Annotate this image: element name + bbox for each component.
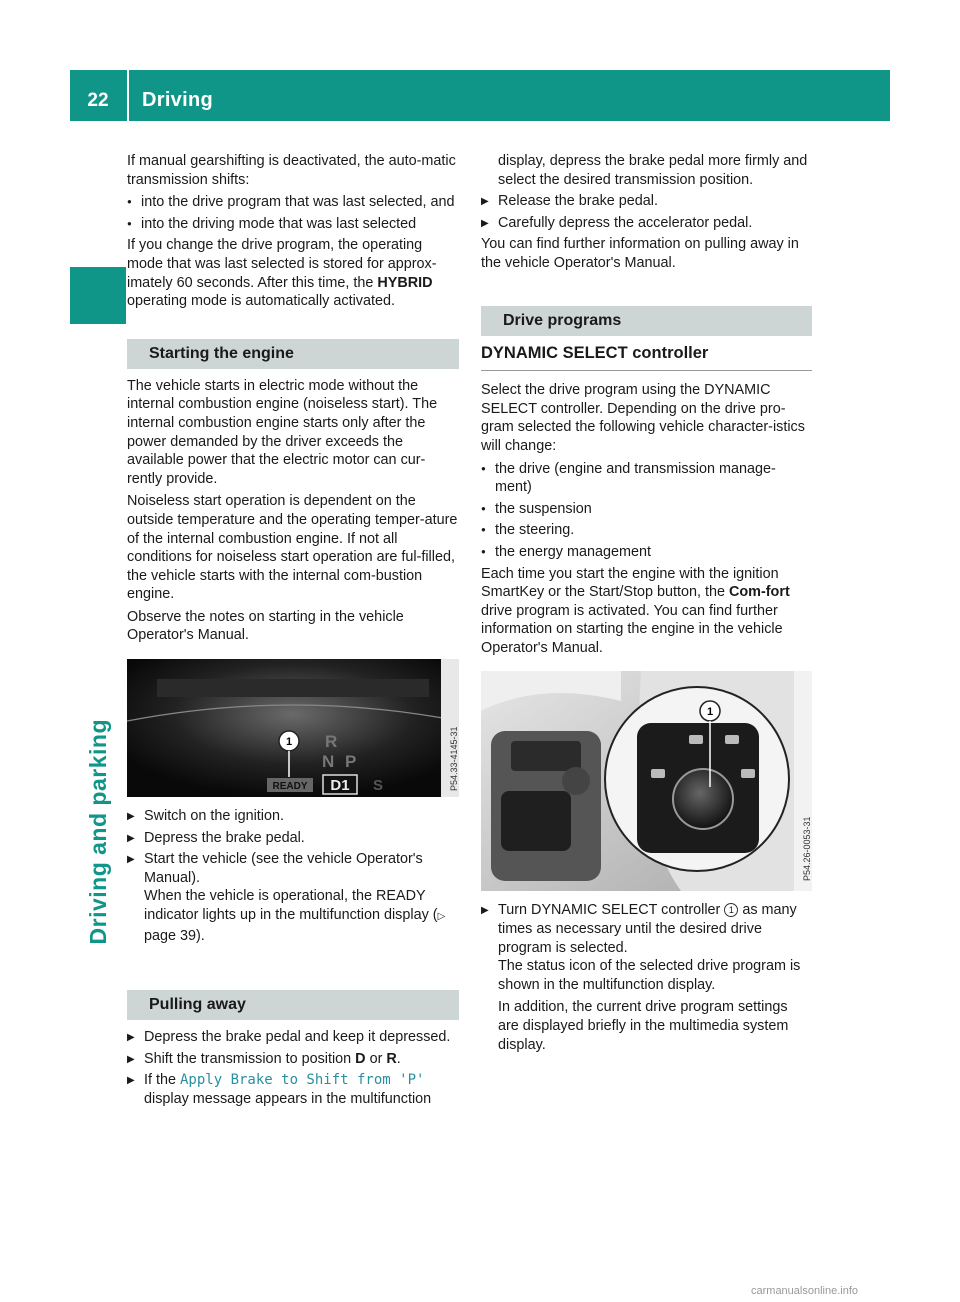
subheading-dynamic-select: DYNAMIC SELECT controller: [481, 344, 812, 372]
gear-r-text: R: [325, 732, 338, 752]
section-heading-pulling-away: Pulling away: [127, 990, 459, 1020]
list-item: ● the energy management: [481, 543, 812, 562]
text: When the vehicle is operational, the READY indicator lights up in the multifunction display (: [144, 888, 438, 924]
step-result: In addition, the current drive program settings are displayed briefly in the multimedia system display.: [498, 999, 789, 1053]
list-item: ● the steering.: [481, 521, 812, 540]
header-divider: [127, 70, 129, 121]
callout-number: 1: [724, 903, 738, 917]
step-item: [127, 850, 459, 887]
list-item: ● into the drive program that was last selected, and: [127, 193, 459, 212]
step-item: ▶ Depress the brake pedal and keep it depressed.: [127, 1028, 459, 1047]
paragraph: Select the drive program using the DYNAMIC SELECT controller. Depending on the drive pro-gram selected the following vehicle character-istics will change:: [481, 382, 805, 454]
text: Turn DYNAMIC SELECT controller: [498, 902, 725, 919]
paragraph: The vehicle starts in electric mode without the internal combustion engine (noiseless start). The internal combustion engine starts only after the power demanded by the driver exceeds the available power that the electric motor can cur-rently provide.: [127, 377, 438, 487]
section-heading-starting: Starting the engine: [127, 339, 459, 369]
bold-text: R: [386, 1050, 397, 1067]
page-number: 22: [87, 90, 109, 111]
gear-s-text: S: [373, 777, 384, 795]
display-message: Apply Brake to Shift from 'P': [180, 1072, 425, 1089]
text: Shift the transmission to position: [144, 1050, 356, 1067]
step-result: [127, 887, 459, 945]
side-tab-label-wrap: [78, 719, 118, 945]
paragraph: Observe the notes on starting in the vehicle Operator's Manual.: [127, 608, 404, 644]
step-item: ▶ Depress the brake pedal.: [127, 829, 459, 848]
list-item: ● the drive (engine and transmission manage-ment): [481, 460, 812, 497]
step-item: ▶ Release the brake pedal.: [481, 192, 812, 211]
page-header: [70, 70, 890, 121]
cluster-illustration: [127, 659, 459, 797]
bold-text: D: [355, 1050, 366, 1067]
text: as many times as necessary until the desired drive program is selected.: [498, 902, 797, 956]
controller-illustration: [481, 671, 812, 891]
left-column: [127, 152, 459, 1112]
intro-text: If manual gearshifting is deactivated, the auto-matic transmission shifts:: [127, 153, 456, 188]
step-item: [127, 1071, 459, 1108]
text: If you change the drive program, the operating mode that was last selected is stored for approx-imately 60 seconds. After this time, the: [127, 237, 437, 291]
gear-n-text: N: [322, 752, 335, 772]
step-item: [481, 901, 812, 957]
figure-code: P54.33-4145-31: [449, 726, 459, 792]
step-continuation: display, depress the brake pedal more firmly and select the desired transmission position.: [498, 153, 808, 188]
step-item: ▶ Carefully depress the accelerator pedal.: [481, 214, 812, 233]
text: If the: [144, 1072, 180, 1089]
paragraph: Noiseless start operation is dependent on the outside temperature and the operating temper-ature of the internal combustion engine. If not all conditions for noiseless start operation are ful-filled, the vehicle starts with the internal com-bustion engine.: [127, 493, 458, 603]
instrument-cluster-figure: [127, 659, 459, 797]
page-reference-link[interactable]: page 39).: [144, 927, 205, 944]
text: drive program is activated. You can find further information on starting the engine in the vehicle Operator's Manual.: [481, 602, 783, 656]
side-tab-label: Driving and parking: [85, 719, 111, 945]
list-item: ● into the driving mode that was last selected: [127, 215, 459, 234]
text: Each time you start the engine with the ignition SmartKey or the Start/Stop button, the: [481, 565, 779, 601]
chapter-title: Driving: [142, 89, 213, 111]
dynamic-select-figure: [481, 671, 812, 891]
step-item: [127, 1050, 459, 1069]
gear-d1-text: D1: [330, 777, 350, 795]
step-text: Start the vehicle (see the vehicle Operator's Manual).: [144, 851, 423, 886]
section-heading-drive-programs: Drive programs: [481, 306, 812, 336]
side-tab-marker: [70, 267, 126, 324]
side-tab: [70, 121, 126, 1302]
right-column: [481, 152, 812, 1054]
footer-watermark: carmanualsonline.info: [751, 1285, 859, 1297]
bold-text: HYBRID: [377, 274, 433, 291]
controller-callout-text: 1: [706, 706, 714, 719]
cluster-callout-text: 1: [285, 736, 293, 749]
page-ref-icon[interactable]: ▷: [437, 911, 446, 923]
hybrid-paragraph: [127, 236, 459, 310]
list-item: ● the suspension: [481, 500, 812, 519]
bold-text: Com-fort: [728, 584, 790, 601]
step-item: ▶ Switch on the ignition.: [127, 807, 459, 826]
gear-p-text: P: [345, 752, 357, 772]
text: or: [365, 1050, 387, 1067]
comfort-paragraph: [481, 565, 812, 658]
text: .: [396, 1050, 401, 1067]
text: operating mode is automatically activated.: [127, 293, 395, 310]
text: display message appears in the multifunction: [144, 1091, 432, 1107]
paragraph: You can find further information on pulling away in the vehicle Operator's Manual.: [481, 236, 799, 271]
figure-code: P54.26-0053-31: [802, 816, 812, 882]
step-result: The status icon of the selected drive program is shown in the multifunction display.: [498, 958, 801, 993]
ready-indicator-text: READY: [272, 781, 308, 793]
